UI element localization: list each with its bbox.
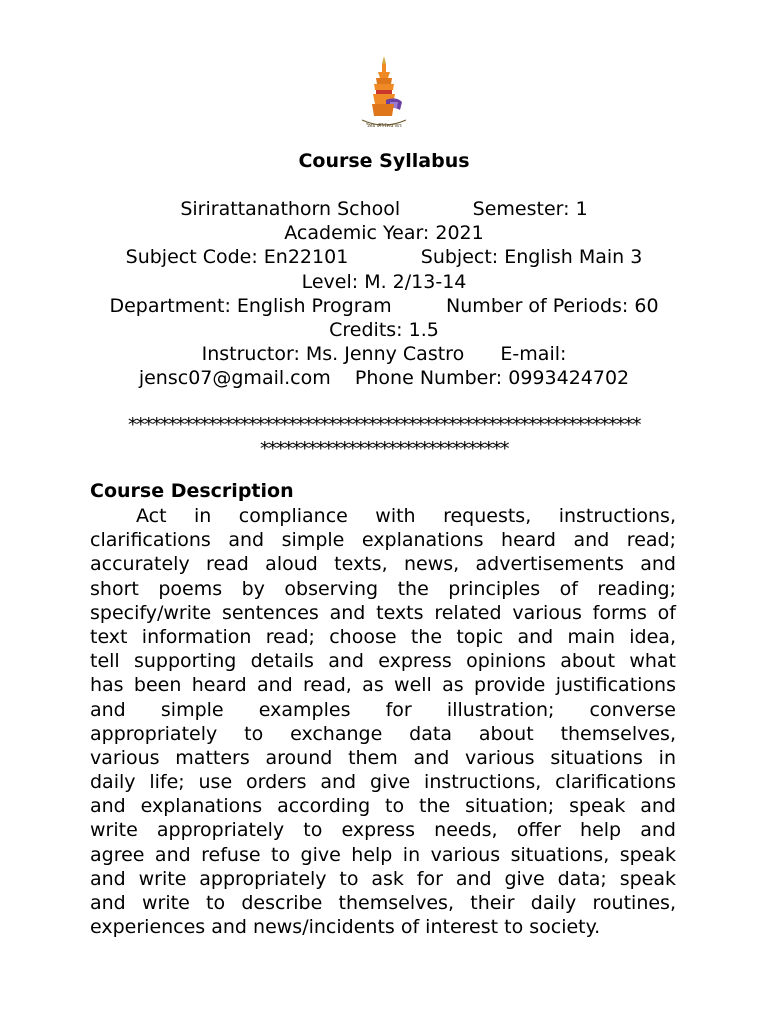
header-line-department: Department: English Program Number of Periods: 60 xyxy=(109,294,659,317)
description-line: clarifications and simple explanations heard and read; xyxy=(90,529,676,552)
emblem-caption: วิทยาศิริรัตนาธร xyxy=(366,123,402,129)
description-line: agree and refuse to give help in various situations, speak xyxy=(90,843,676,866)
description-line: and simple examples for illustration; converse xyxy=(90,698,676,721)
header-line-school-semester: Sirirattanathorn School Semester: 1 xyxy=(180,198,588,220)
description-line: and write appropriately to ask for and give data; speak xyxy=(90,867,676,890)
description-line: accurately read aloud texts, news, advertisements and xyxy=(90,553,676,576)
description-line: text information read; choose the topic and main idea, xyxy=(90,625,676,648)
school-emblem-logo xyxy=(356,54,412,134)
separator-line xyxy=(90,413,678,461)
description-line: short poems by observing the principles of reading; xyxy=(90,577,676,600)
description-line: daily life; use orders and give instructions, clarifications xyxy=(90,771,676,794)
separator-line-1: **************************************************************** xyxy=(128,414,640,436)
course-description-body xyxy=(90,504,676,939)
header-line-contact: jensc07@gmail.com Phone Number: 0993424702 xyxy=(138,367,630,390)
description-line: specify/write sentences and texts related various forms of xyxy=(90,601,676,624)
description-line: and explanations according to the situation; speak and xyxy=(90,795,676,818)
page-title: Course Syllabus xyxy=(298,150,470,172)
description-line: various matters around them and various situations in xyxy=(90,746,676,769)
description-line: and write to describe themselves, their daily routines, xyxy=(90,892,676,914)
header-line-academic-year: Academic Year: 2021 xyxy=(284,222,484,245)
header-line-instructor: Instructor: Ms. Jenny Castro E-mail: xyxy=(201,343,567,366)
description-line: has been heard and read, as well as provide justifications xyxy=(90,674,676,697)
course-description-heading: Course Description xyxy=(90,480,294,502)
emblem-graphic xyxy=(356,54,412,134)
description-line: tell supporting details and express opinions about what xyxy=(90,650,676,673)
header-line-credits: Credits: 1.5 xyxy=(329,319,439,342)
separator-line-2: ******************************* xyxy=(260,438,508,460)
description-line: Act in compliance with requests, instructions, xyxy=(136,505,676,527)
description-line: write appropriately to express needs, offer help and xyxy=(90,819,676,842)
description-line: appropriately to exchange data about themselves, xyxy=(90,722,676,745)
header-line-subject: Subject Code: En22101 Subject: English Main 3 xyxy=(125,246,643,269)
header-line-level: Level: M. 2/13-14 xyxy=(301,270,467,293)
description-line: experiences and news/incidents of interest to society. xyxy=(90,916,601,939)
course-info-block xyxy=(90,197,678,391)
